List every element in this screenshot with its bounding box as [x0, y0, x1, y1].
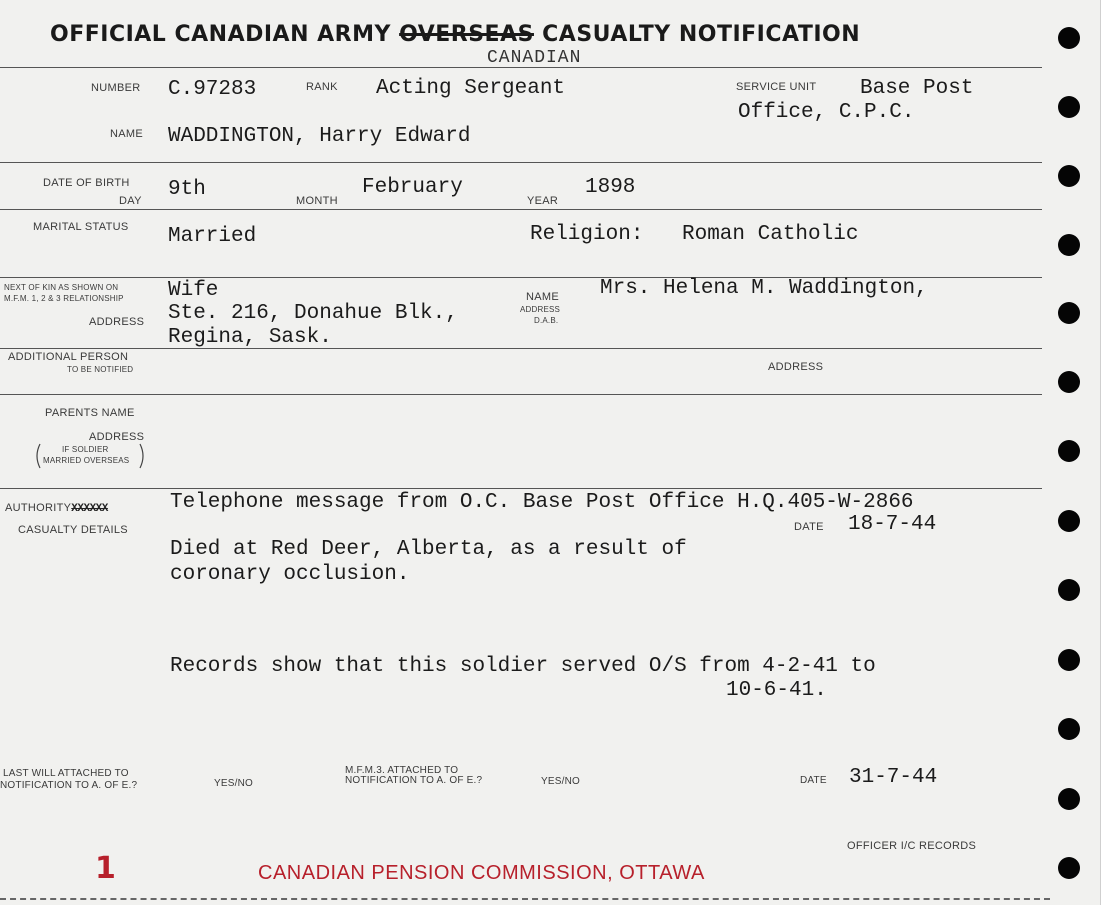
punch-hole — [1058, 510, 1080, 532]
commission-footer: CANADIAN PENSION COMMISSION, OTTAWA — [258, 862, 705, 884]
authority-struck-text: XXXXXX — [71, 503, 108, 515]
number-label: NUMBER — [91, 82, 141, 94]
punch-hole — [1058, 371, 1080, 393]
additional-address-label: ADDRESS — [768, 361, 824, 373]
punch-hole — [1058, 857, 1080, 879]
service-unit-value-1: Base Post — [860, 77, 974, 100]
casualty-line-2: coronary occlusion. — [170, 563, 410, 586]
page-number: 1 — [95, 851, 116, 886]
casualty-line-1: Died at Red Deer, Alberta, as a result of — [170, 538, 687, 561]
rule-7 — [0, 488, 1042, 489]
title-struck-word: OVERSEAS — [399, 22, 534, 47]
punch-hole — [1058, 302, 1080, 324]
last-will-yes-no: YES/NO — [214, 778, 253, 789]
name-value: WADDINGTON, Harry Edward — [168, 125, 471, 148]
punch-hole — [1058, 718, 1080, 740]
final-date-value: 31-7-44 — [849, 766, 938, 789]
dob-day-value: 9th — [168, 178, 206, 201]
nok-address-line-1: Ste. 216, Donahue Blk., — [168, 302, 458, 325]
nok-dab-label: D.A.B. — [534, 316, 559, 325]
dob-year-label: YEAR — [527, 195, 559, 207]
religion-value: Roman Catholic — [682, 223, 859, 246]
number-value: C.97283 — [168, 78, 257, 101]
married-overseas-label: MARRIED OVERSEAS — [43, 456, 130, 465]
rule-2 — [0, 162, 1042, 163]
mfm3-yes-no: YES/NO — [541, 776, 580, 787]
last-will-label-1: LAST WILL ATTACHED TO — [3, 768, 129, 779]
records-line-2: 10-6-41. — [726, 679, 827, 702]
footer-rule — [0, 898, 1050, 900]
punch-hole — [1058, 649, 1080, 671]
next-of-kin-label: NEXT OF KIN AS SHOWN ON — [4, 283, 119, 292]
last-will-label-2: NOTIFICATION TO A. OF E.? — [0, 780, 138, 791]
service-unit-label: SERVICE UNIT — [736, 81, 817, 93]
punch-hole — [1058, 440, 1080, 462]
title-part-1: OFFICIAL CANADIAN ARMY — [50, 22, 391, 47]
religion-label: Religion: — [530, 223, 644, 246]
rule-1 — [0, 67, 1042, 68]
dob-day-label: DAY — [119, 195, 142, 207]
mfm3-label-1: M.F.M.3. ATTACHED TO — [345, 765, 459, 776]
punch-hole — [1058, 96, 1080, 118]
authority-date-value: 18-7-44 — [848, 513, 937, 536]
service-unit-value-2: Office, C.P.C. — [738, 101, 915, 124]
dob-month-label: MONTH — [296, 195, 338, 207]
nok-address-line-2: Regina, Sask. — [168, 326, 332, 349]
title-insert: CANADIAN — [487, 48, 582, 68]
title-part-2: CASUALTY NOTIFICATION — [542, 22, 861, 47]
rank-value: Acting Sergeant — [376, 77, 566, 100]
authority-date-label: DATE — [794, 521, 824, 533]
nok-address-label: ADDRESS — [89, 316, 145, 328]
records-line-1: Records show that this soldier served O/S from 4-2-41 to — [170, 655, 876, 678]
rank-label: RANK — [306, 81, 338, 93]
to-be-notified-label: TO BE NOTIFIED — [67, 365, 134, 374]
marital-status-label: MARITAL STATUS — [33, 221, 129, 233]
punch-hole — [1058, 788, 1080, 810]
nok-relationship-value: Wife — [168, 279, 219, 302]
mfm3-label-2: NOTIFICATION TO A. OF E.? — [345, 775, 483, 786]
rule-5 — [0, 348, 1042, 349]
rule-6 — [0, 394, 1042, 395]
nok-address-small-label: ADDRESS — [520, 305, 561, 314]
nok-name-value: Mrs. Helena M. Waddington, — [600, 277, 928, 300]
if-soldier-label: IF SOLDIER — [62, 445, 109, 454]
parents-address-label: ADDRESS — [89, 431, 145, 443]
punch-hole — [1058, 579, 1080, 601]
authority-value: Telephone message from O.C. Base Post Office H.Q.405-W-2866 — [170, 491, 914, 514]
mfm-relationship-label: M.F.M. 1, 2 & 3 RELATIONSHIP — [4, 294, 124, 303]
punch-hole — [1058, 234, 1080, 256]
dob-label: DATE OF BIRTH — [43, 177, 130, 189]
casualty-details-label: CASUALTY DETAILS — [18, 524, 128, 536]
nok-name-label: NAME — [526, 291, 559, 303]
authority-label: AUTHORITYXXXXXX — [5, 502, 108, 515]
married-overseas-bracket — [34, 443, 146, 469]
paper-edge — [1100, 0, 1106, 905]
additional-person-label: ADDITIONAL PERSON — [8, 351, 129, 363]
punch-hole — [1058, 165, 1080, 187]
officer-label: OFFICER I/C RECORDS — [847, 840, 977, 852]
dob-year-value: 1898 — [585, 176, 636, 199]
dob-month-value: February — [362, 176, 463, 199]
name-label: NAME — [110, 128, 143, 140]
rule-3 — [0, 209, 1042, 210]
parents-name-label: PARENTS NAME — [45, 407, 135, 419]
marital-status-value: Married — [168, 225, 257, 248]
punch-hole — [1058, 27, 1080, 49]
form-title — [50, 22, 860, 47]
final-date-label: DATE — [800, 775, 827, 786]
